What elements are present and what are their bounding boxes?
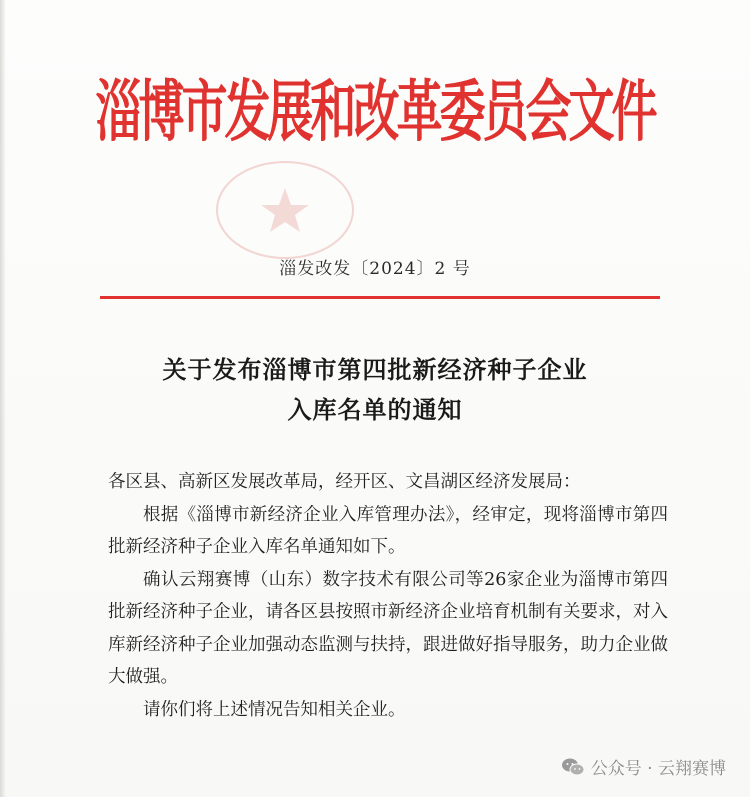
notice-title: [0, 350, 750, 430]
red-divider-line: [100, 296, 660, 299]
document-body: [108, 466, 668, 726]
wechat-icon: [561, 757, 585, 777]
notice-title-line-2: 入库名单的通知: [287, 395, 463, 424]
notice-title-line-1: 关于发布淄博市第四批新经济种子企业: [162, 355, 588, 384]
faint-seal-stamp: [210, 150, 360, 260]
watermark-text: 公众号 · 云翔赛博: [590, 759, 726, 779]
body-paragraph: 确认云翔赛博（山东）数字技术有限公司等26家企业为淄博市第四批新经济种子企业，请各区县按照市新经济企业培育机制有关要求，对入库新经济种子企业加强动态监测与扶持，跟进做好指导服务，助力企业做大做强。: [108, 569, 668, 687]
body-paragraph: 根据《淄博市新经济企业入库管理办法》，经审定，现将淄博市第四批新经济种子企业入库名单通知如下。: [108, 504, 668, 557]
document-number: 淄发改发〔2024〕2 号: [279, 259, 471, 279]
salutation: 各区县、高新区发展改革局，经开区、文昌湖区经济发展局：: [108, 472, 581, 492]
body-paragraph: 请你们将上述情况告知相关企业。: [143, 699, 406, 720]
wechat-watermark: [561, 754, 726, 779]
document-header: 淄博市发展和改革委员会文件: [95, 72, 655, 151]
